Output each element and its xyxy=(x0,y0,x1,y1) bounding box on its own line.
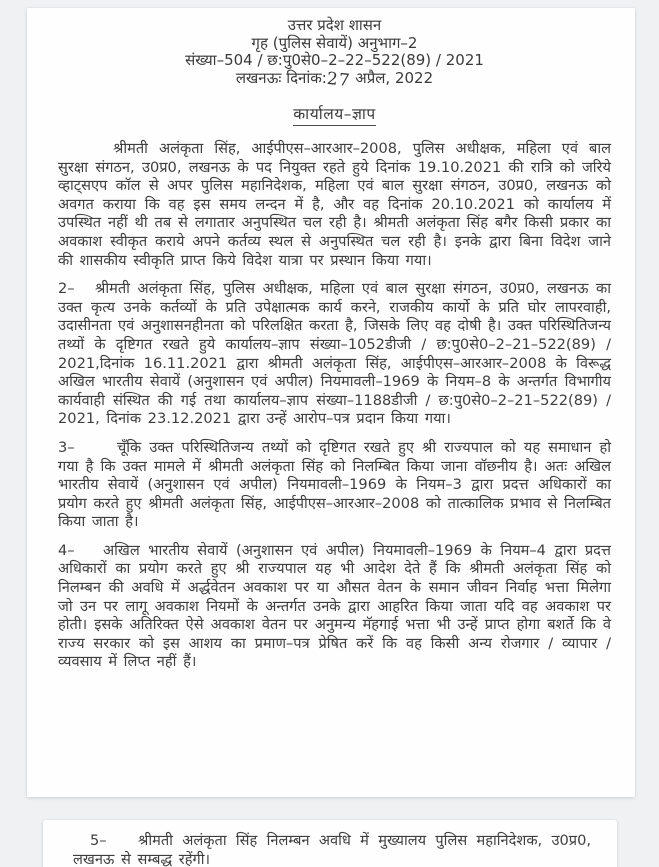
paragraph-4-text: अखिल भारतीय सेवायें (अनुशासन एवं अपील) नियमावली–1969 के नियम–4 द्वारा प्रदत्त अधिकारों का प्रयोग करते हुए श्री राज्यपाल यह भी आदेश देते हैं कि श्रीमती अलंकृता सिंह को निलम्बन की अवधि में अर्द्धवेतन अवकाश पर या औसत वेतन के समान जीवन निर्वाह भत्ता मिलेगा जो उन पर लागू अवकाश नियमों के अन्तर्गत उनके द्वारा आहरित किया जाता यदि वह अवकाश पर होती। इसके अतिरिक्त ऐसे अवकाश वेतन पर अनुमन्य मॅहगाई भत्ता भी उन्हें प्राप्त होगा बशर्ते कि वे राज्य सरकार को इस आशय का प्रमाण–पत्र प्रेषित करें कि वह किसी अन्य रोजगार / व्यापार / व्यवसाय में लिप्त नहीं हैं। xyxy=(58,541,611,671)
order-body xyxy=(58,140,611,672)
paragraph-4 xyxy=(58,542,611,672)
paragraph-5-number: 5– xyxy=(90,832,107,849)
document-title-row xyxy=(58,102,611,126)
handwritten-date-day: 27 xyxy=(325,68,352,91)
scanned-page-2 xyxy=(43,820,617,867)
paragraph-2-number: 2– xyxy=(58,280,75,298)
date-rest: अप्रैल, 2022 xyxy=(350,68,434,87)
paragraph-2 xyxy=(58,280,611,429)
document-title: कार्यालय–ज्ञाप xyxy=(293,102,375,126)
government-name: उत्तर प्रदेश शासन xyxy=(287,16,382,34)
department-section: गृह (पुलिस सेवायें) अनुभाग–2 xyxy=(251,33,418,52)
paragraph-3-text: चूँकि उक्त परिस्थितिजन्य तथ्यों को दृष्टिगत रखते हुए श्री राज्यपाल को यह समाधान हो गया है कि उक्त मामले में श्रीमती अलंकृता सिंह को निलम्बित किया जाना वॉछनीय है। अतः अखिल भारतीय सेवायें (अनुशासन एवं अपील) नियमावली–1969 के नियम–3 द्वारा प्रदत्त अधिकारों का प्रयोग करते हुए श्रीमती अलंकृता सिंह, आईपीएस–आरआर–2008 को तात्कालिक प्रभाव से निलम्बित किया जाता है। xyxy=(58,438,611,531)
letterhead xyxy=(58,16,611,91)
paragraph-5 xyxy=(73,832,591,867)
place-and-date xyxy=(58,68,611,91)
reference-number: संख्या–504 / छ:पु0से0–2–22–522(89) / 2021 xyxy=(185,51,484,69)
paragraph-2-text: श्रीमती अलंकृता सिंह, पुलिस अधीक्षक, महिला एवं बाल सुरक्षा संगठन, उ0प्र0, लखनऊ का उक्त कृत्य उनके कर्तव्यों के प्रति उपेक्षात्मक कार्य करने, राजकीय कार्यो के प्रति घोर लापरवाही, उदासीनता एवं अनुशासनहीनता को परिलक्षित करता है, जिसके लिए वह दोषी है। उक्त परिस्थितिजन्य तथ्यों के दृष्टिगत रखते हुये कार्यालय–ज्ञाप संख्या–1052डीजी / छ:पु0से0–2–21–522(89) / 2021,दिनांक 16.11.2021 द्वारा श्रीमती अलंकृता सिंह, आईपीएस–आरआर–2008 के विरूद्ध अखिल भारतीय सेवायें (अनुशासन एवं अपील) नियमावली–1969 के नियम–8 के अन्तर्गत विभागीय कार्यवाही संस्थित की गई तथा कार्यालय–ज्ञाप संख्या–1188डीजी / छ:पु0से0–2–21–522(89) / 2021, दिनांक 23.12.2021 द्वारा उन्हें आरोप–पत्र प्रदान किया गया। xyxy=(58,280,612,428)
paragraph-1 xyxy=(58,140,611,270)
paragraph-1-text: श्रीमती अलंकृता सिंह, आईपीएस–आरआर–2008, पुलिस अधीक्षक, महिला एवं बाल सुरक्षा संगठन, उ0प्र0, लखनऊ के पद नियुक्त रहते हुये दिनांक 19.10.2021 की रात्रि को जरिये व्हाट्सएप कॉल से अपर पुलिस महानिदेशक, महिला एवं बाल सुरक्षा संगठन, उ0प्र0, लखनऊ को अवगत कराया कि वह इस समय लन्दन में है, और वह दिनांक 20.10.2021 को कार्यालय में उपस्थित नहीं थी तब से लगातार अनुपस्थित चल रही है। श्रीमती अलंकृता सिंह बगैर किसी प्रकार का अवकाश स्वीकृत कराये अपने कर्तव्य स्थल से अनुपस्थित चल रही है। इनके द्वारा बिना विदेश जाने की शासकीय स्वीकृति प्राप्त किये विदेश यात्रा पर प्रस्थान किया गया। xyxy=(58,140,611,269)
scanned-page-1 xyxy=(27,8,635,797)
paragraph-5-text: श्रीमती अलंकृता सिंह निलम्बन अवधि में मुख्यालय पुलिस महानिदेशक, उ0प्र0, लखनऊ से सम्बद्ध रहेंगी। xyxy=(73,832,591,867)
date-prefix: लखनऊः दिनांक: xyxy=(235,68,327,87)
paragraph-3 xyxy=(58,439,611,532)
paragraph-3-number: 3– xyxy=(58,438,75,456)
paragraph-4-number: 4– xyxy=(58,541,75,559)
